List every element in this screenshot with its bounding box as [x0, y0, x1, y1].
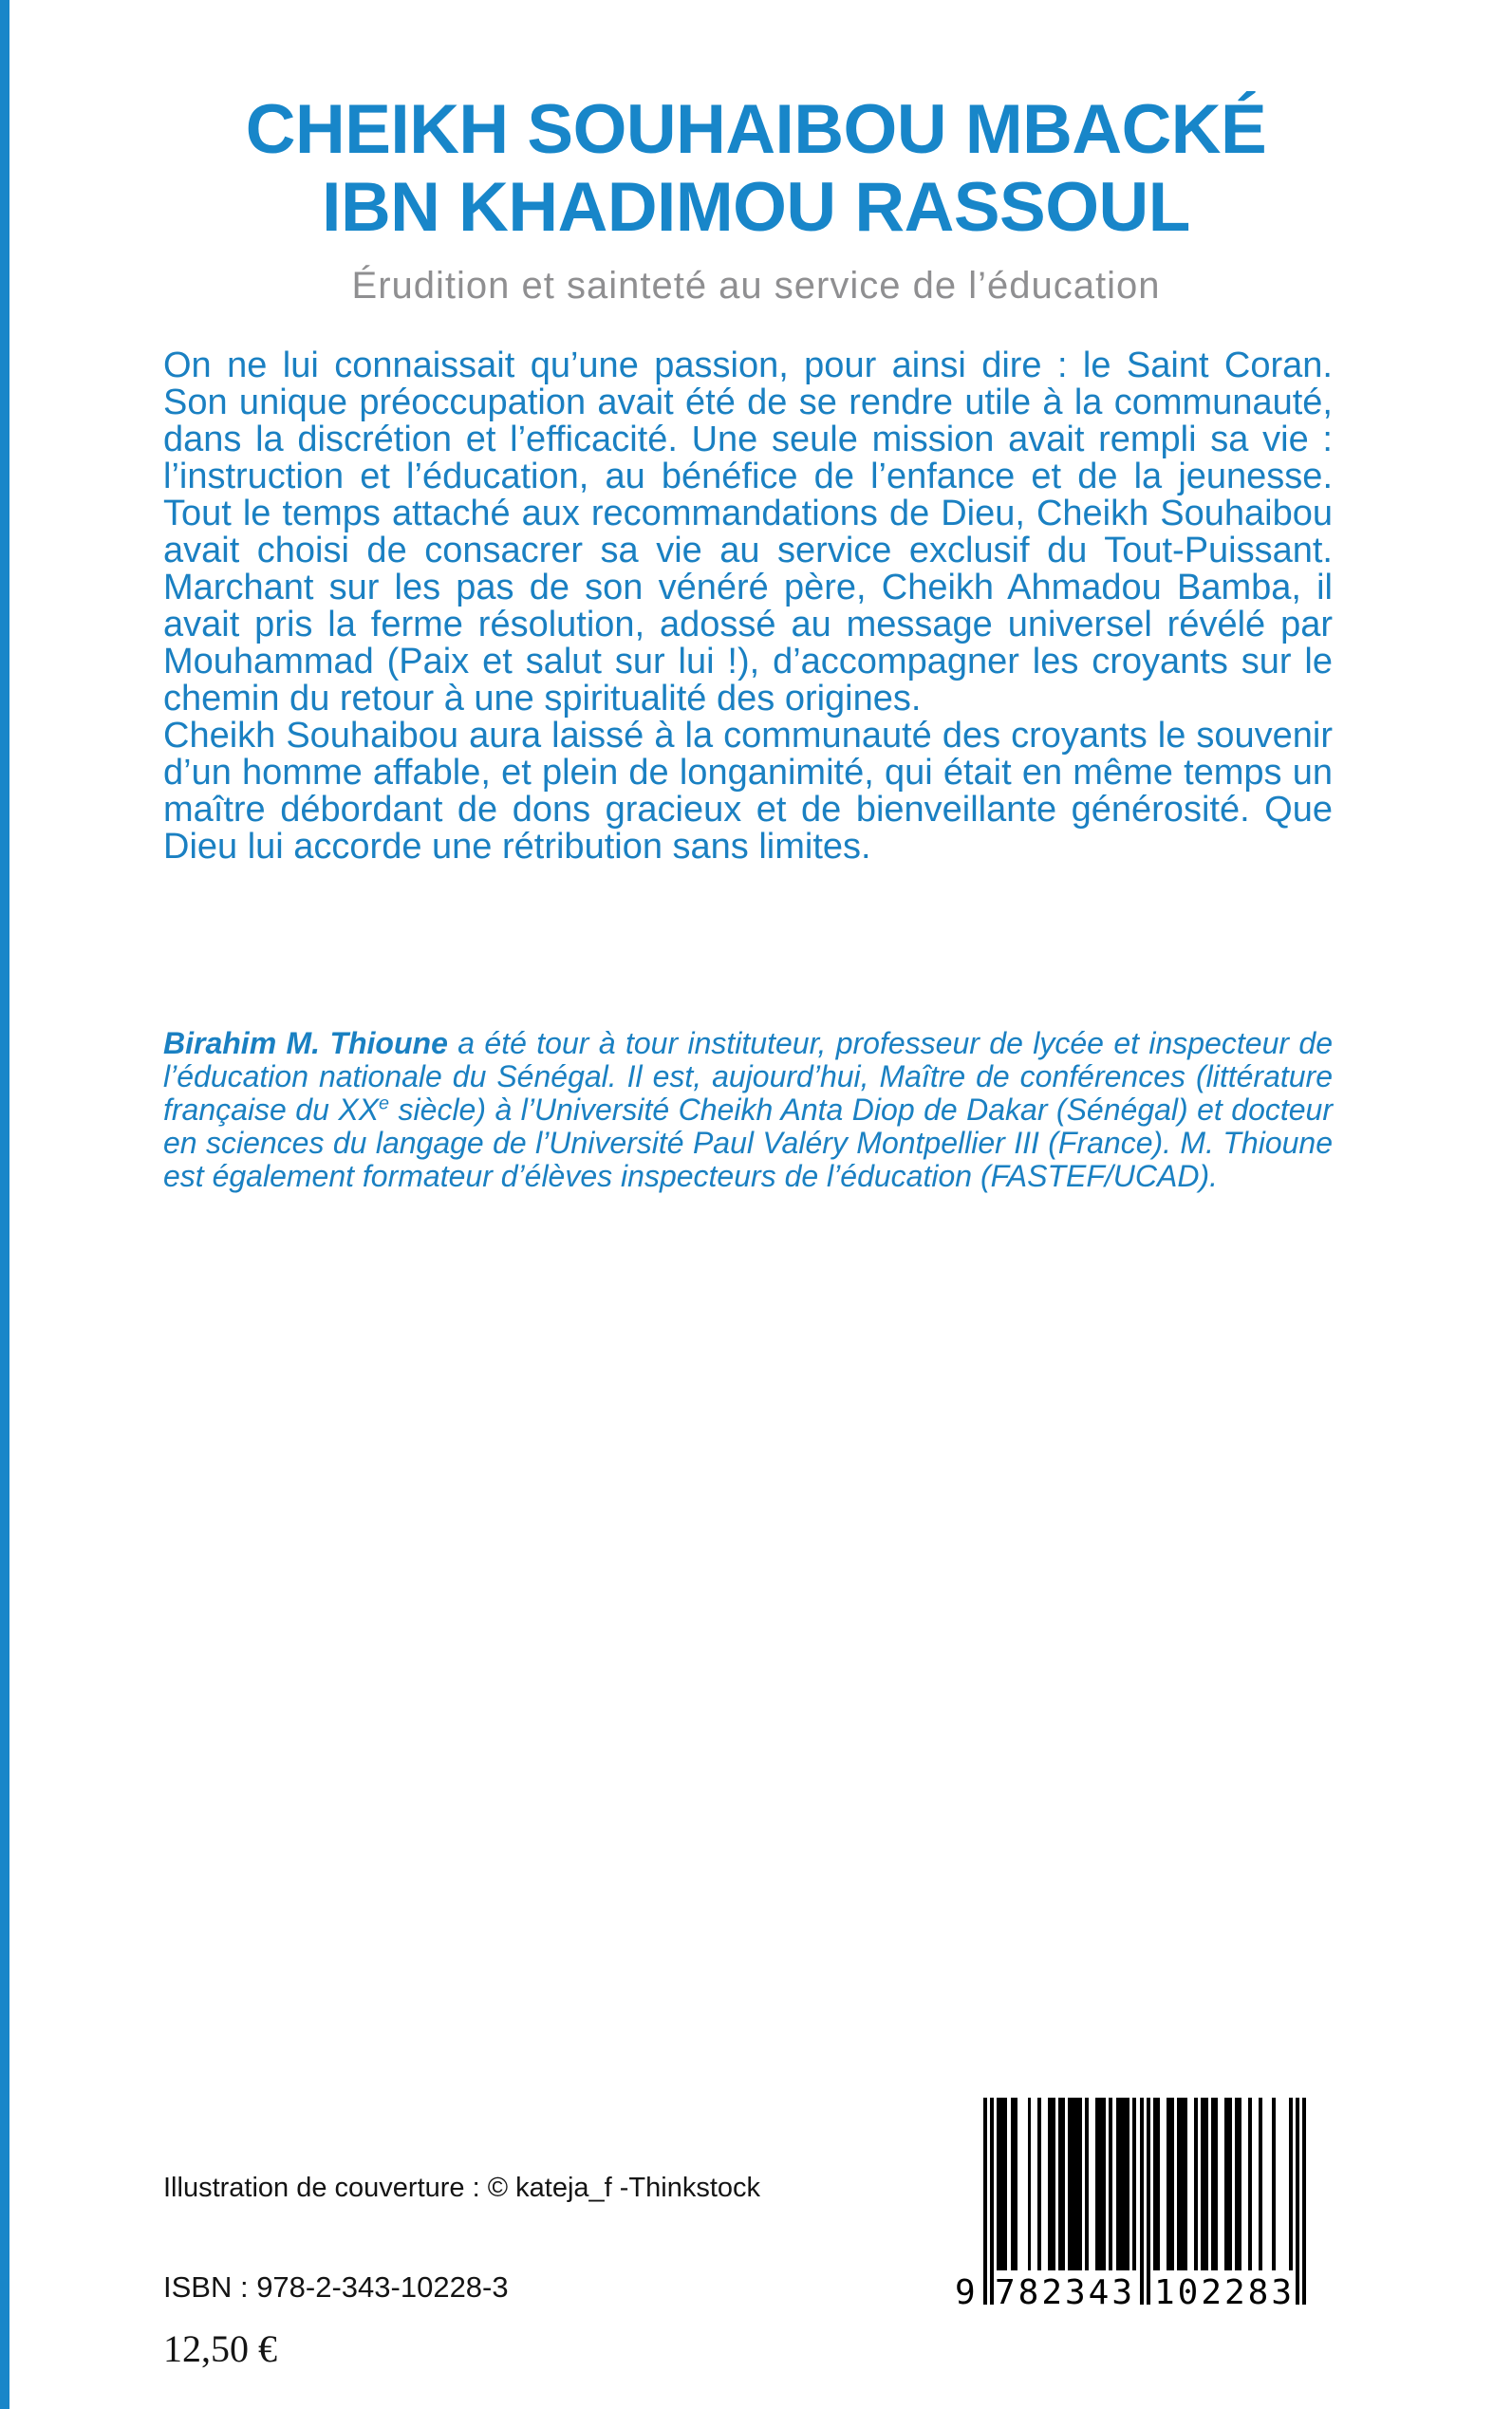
synopsis-paragraph-2: Cheikh Souhaibou aura laissé à la communauté des croyants le souvenir d’un homme affable, et plein de longanimité, qui était en même temps un maître débordant de dons gracieux et de bienveillante générosité. Que Dieu lui accorde une rétribution sans limites. — [163, 716, 1333, 867]
barcode-digit-prefix: 9 — [955, 2273, 976, 2312]
book-title-line1: CHEIKH SOUHAIBOU MBACKÉ — [245, 91, 1267, 168]
author-bio-part2: siècle) à l’Université Cheikh Anta Diop de Dakar (Sénégal) et docteur en sciences du langage de l’Université Paul Valéry Montpellier III (France). M. Thioune est également formateur d’élèves inspecteurs de l’éducation (FASTEF/UCAD). — [163, 1092, 1334, 1193]
header — [38, 91, 1474, 308]
book-title-line2: IBN KHADIMOU RASSOUL — [322, 169, 1190, 246]
author-bio — [163, 1027, 1333, 1193]
spine-accent-bar — [0, 0, 9, 2409]
barcode-digits-left: 782343 — [994, 2273, 1136, 2312]
author-name: Birahim M. Thioune — [163, 1026, 448, 1060]
isbn-number: ISBN : 978-2-343-10228-3 — [163, 2270, 509, 2304]
synopsis-paragraph-1: On ne lui connaissait qu’une passion, pour ainsi dire : le Saint Coran. Son unique préoccupation avait été de se rendre utile à la communauté, dans la discrétion et l’efficacité. Une seule mission avait rempli sa vie : l’instruction et l’éducation, au bénéfice de l’enfance et de la jeunesse. Tout le temps attaché aux recommandations de Dieu, Cheikh Souhaibou avait choisi de consacrer sa vie au service exclusif du Tout-Puissant. Marchant sur les pas de son vénéré père, Cheikh Ahmadou Bamba, il avait pris la ferme résolution, adossé au message universel révélé par Mouhammad (Paix et salut sur lui !), d’accompagner les croyants sur le chemin du retour à une spiritualité des origines. — [163, 345, 1333, 719]
price: 12,50 € — [163, 2327, 277, 2370]
illustration-credit: Illustration de couverture : © kateja_f -Thinkstock — [163, 2173, 761, 2203]
synopsis — [163, 347, 1333, 866]
book-title — [38, 91, 1474, 247]
barcode-digits-right: 102283 — [1153, 2273, 1296, 2312]
barcode — [955, 2098, 1316, 2335]
author-bio-text — [163, 1027, 1333, 1193]
author-bio-superscript: e — [379, 1092, 390, 1114]
book-subtitle: Érudition et sainteté au service de l’éducation — [351, 265, 1161, 307]
author-bio-part1: a été tour à tour instituteur, professeur de lycée et inspecteur de l’éducation nationale du Sénégal. Il est, aujourd’hui, Maître de conférences (littérature française du XX — [163, 1026, 1334, 1127]
